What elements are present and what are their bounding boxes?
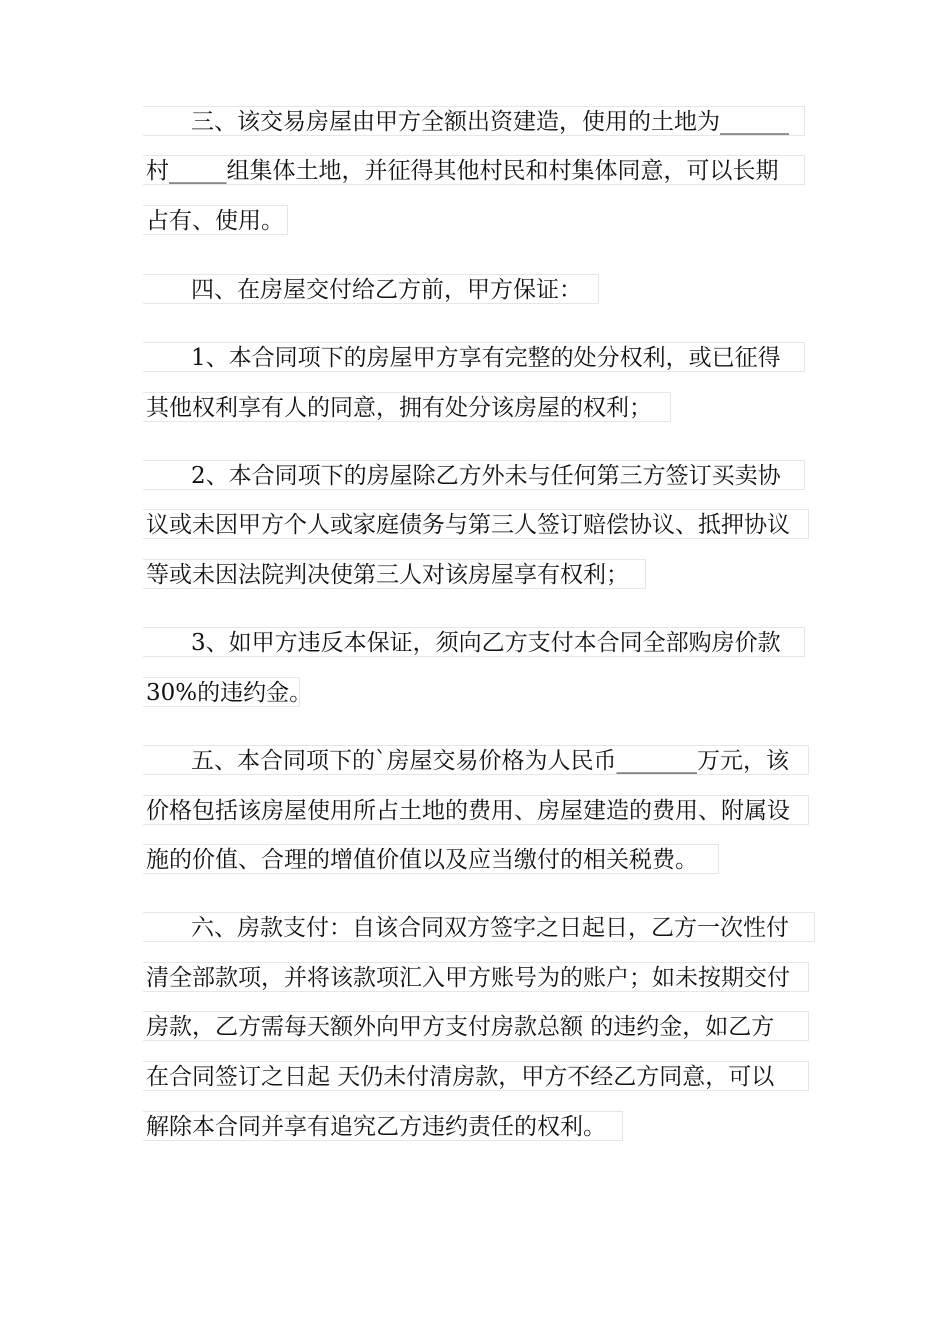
item-2-line-3: 等或未因法院判决使第三人对该房屋享有权利；	[143, 559, 646, 589]
item-1-line-2: 其他权利享有人的同意，拥有处分该房屋的权利；	[143, 392, 671, 422]
paragraph-6-line-3: 房款，乙方需每天额外向甲方支付房款总额 的违约金，如乙方	[143, 1011, 809, 1041]
paragraph-5-line-2: 价格包括该房屋使用所占土地的费用、房屋建造的费用、附属设	[143, 795, 809, 825]
paragraph-5-line-3: 施的价值、合理的增值价值以及应当缴付的相关税费。	[143, 844, 719, 874]
item-2-line-1: 2、本合同项下的房屋除乙方外未与任何第三方签订买卖协	[143, 460, 805, 490]
item-3-line-1: 3、如甲方违反本保证，须向乙方支付本合同全部购房价款	[143, 627, 805, 657]
paragraph-6-line-1: 六、房款支付：自该合同双方签字之日起日，乙方一次性付	[143, 912, 815, 942]
item-3-line-2: 30%的违约金。	[143, 677, 300, 707]
paragraph-3-line-2: 村_____组集体土地，并征得其他村民和村集体同意，可以长期	[143, 155, 805, 185]
paragraph-6-line-4: 在合同签订之日起 天仍未付清房款，甲方不经乙方同意，可以	[143, 1061, 809, 1091]
paragraph-6-line-5: 解除本合同并享有追究乙方违约责任的权利。	[143, 1111, 623, 1141]
paragraph-4-line-1: 四、在房屋交付给乙方前，甲方保证：	[143, 274, 599, 304]
paragraph-5-line-1: 五、本合同项下的`房屋交易价格为人民币_______万元，该	[143, 745, 809, 775]
item-2-line-2: 议或未因甲方个人或家庭债务与第三人签订赔偿协议、抵押协议	[143, 509, 809, 539]
paragraph-3-line-3: 占有、使用。	[143, 205, 288, 235]
paragraph-6-line-2: 清全部款项，并将该款项汇入甲方账号为的账户；如未按期交付	[143, 962, 809, 992]
item-1-line-1: 1、本合同项下的房屋甲方享有完整的处分权利，或已征得	[143, 342, 805, 372]
paragraph-3-line-1: 三、该交易房屋由甲方全额出资建造，使用的土地为______	[143, 106, 805, 136]
